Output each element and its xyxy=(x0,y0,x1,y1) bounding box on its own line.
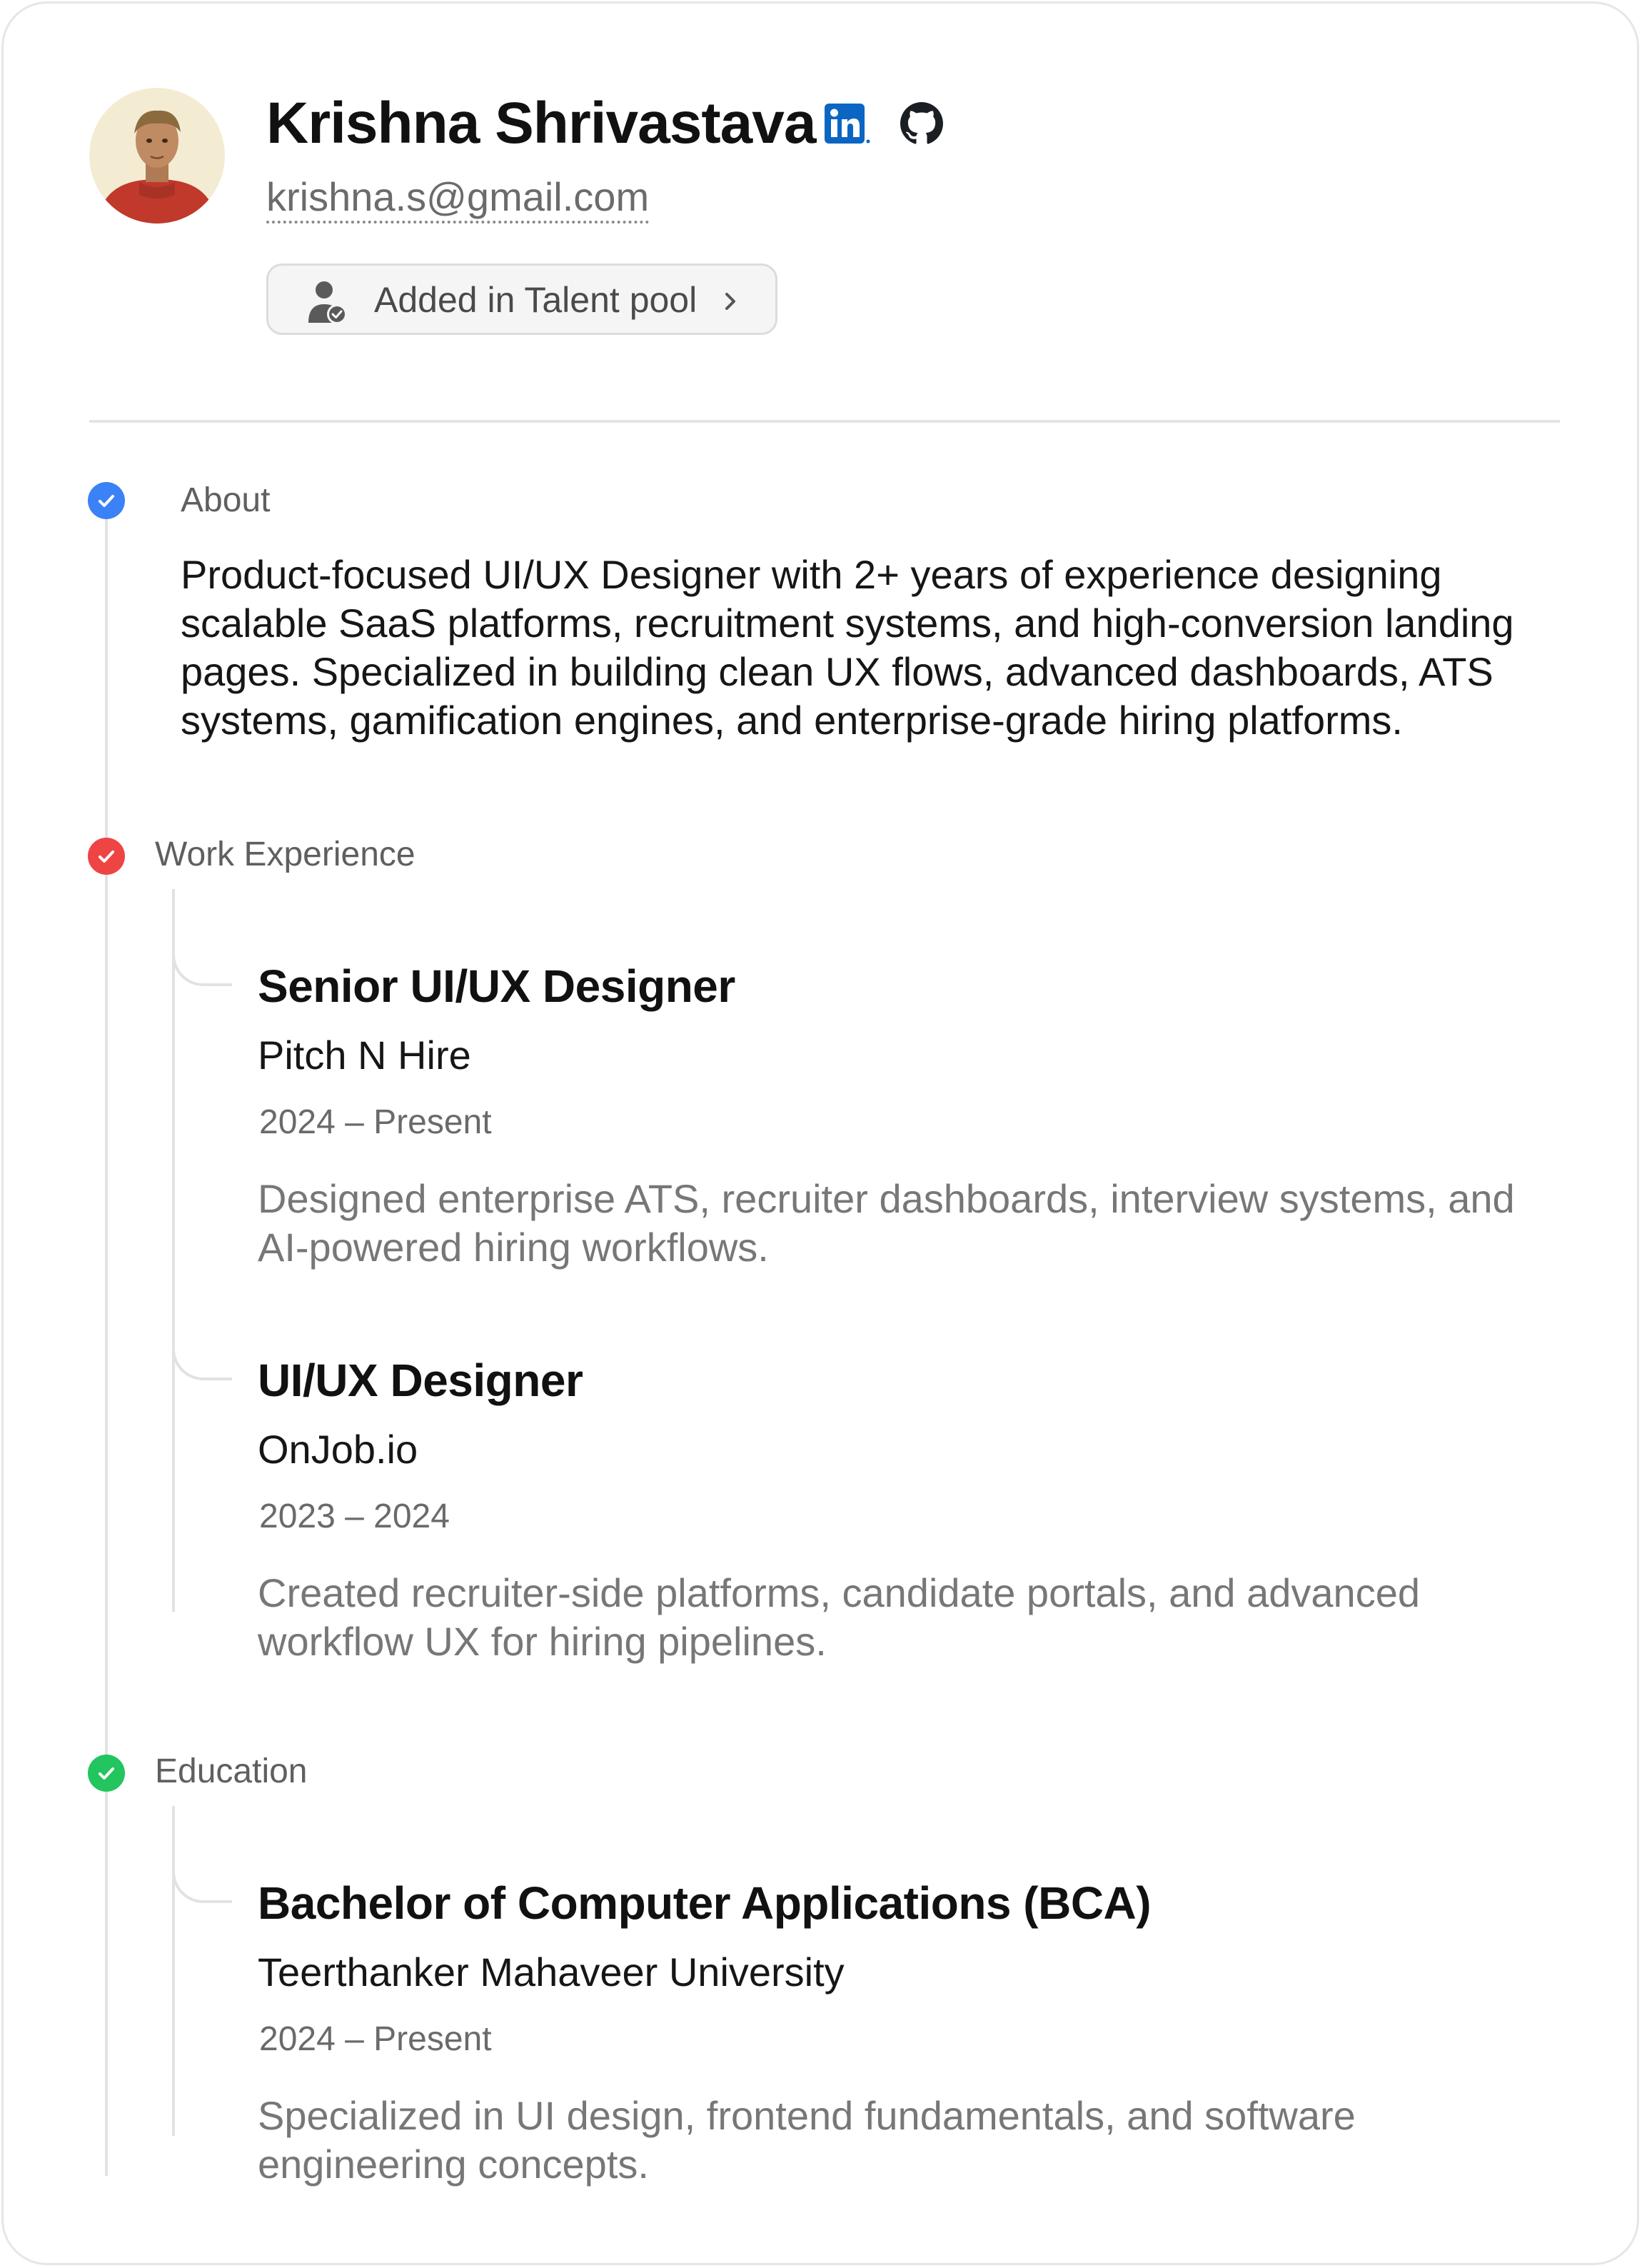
education-check-icon xyxy=(88,1755,125,1792)
education-dates: 2024 – Present xyxy=(259,2020,492,2058)
work-sub-line xyxy=(172,889,175,1612)
profile-card xyxy=(1,1,1639,2265)
linkedin-icon[interactable] xyxy=(825,104,872,145)
education-branch-1 xyxy=(172,1863,232,1903)
degree-title: Bachelor of Computer Applications (BCA) xyxy=(258,1877,1152,1929)
job-dates: 2024 – Present xyxy=(259,1103,492,1141)
job-description: Created recruiter-side platforms, candidate portals, and advanced workflow UX for hiring pipelines. xyxy=(258,1570,1420,1664)
company-name: Pitch N Hire xyxy=(258,1033,471,1078)
candidate-name: Krishna Shrivastava xyxy=(266,91,816,156)
work-heading: Work Experience xyxy=(155,836,415,873)
education-heading: Education xyxy=(155,1752,308,1790)
github-icon[interactable] xyxy=(900,102,943,145)
education-description: Specialized in UI design, frontend fundamentals, and software engineering concepts. xyxy=(258,2093,1356,2187)
avatar xyxy=(89,88,225,224)
about-check-icon xyxy=(88,482,125,519)
school-name: Teerthanker Mahaveer University xyxy=(258,1950,845,1994)
work-check-icon xyxy=(88,838,125,875)
talent-pool-button[interactable] xyxy=(266,264,777,335)
header-divider xyxy=(89,420,1560,423)
chevron-right-icon xyxy=(720,288,741,314)
work-branch-2 xyxy=(172,1340,232,1380)
about-text: Product-focused UI/UX Designer with 2+ years of experience designing scalable SaaS platforms, recruitment systems, and high-conversion landing pages. Specialized in building clean UX flows, advanced dashboards, ATS systems, gamification engines, and enterprise-grade hiring platforms. xyxy=(181,552,1514,743)
talent-pool-label: Added in Talent pool xyxy=(374,280,697,320)
job-dates: 2023 – 2024 xyxy=(259,1497,450,1535)
user-check-icon xyxy=(307,279,350,326)
email-link[interactable]: krishna.s@gmail.com xyxy=(266,174,649,224)
timeline-line xyxy=(105,518,108,2176)
company-name: OnJob.io xyxy=(258,1427,418,1472)
education-sub-line xyxy=(172,1806,175,2136)
job-description: Designed enterprise ATS, recruiter dashboards, interview systems, and AI-powered hiring workflows. xyxy=(258,1176,1515,1270)
work-branch-1 xyxy=(172,946,232,986)
job-title: Senior UI/UX Designer xyxy=(258,960,735,1012)
about-heading: About xyxy=(181,481,271,519)
job-title: UI/UX Designer xyxy=(258,1355,583,1406)
